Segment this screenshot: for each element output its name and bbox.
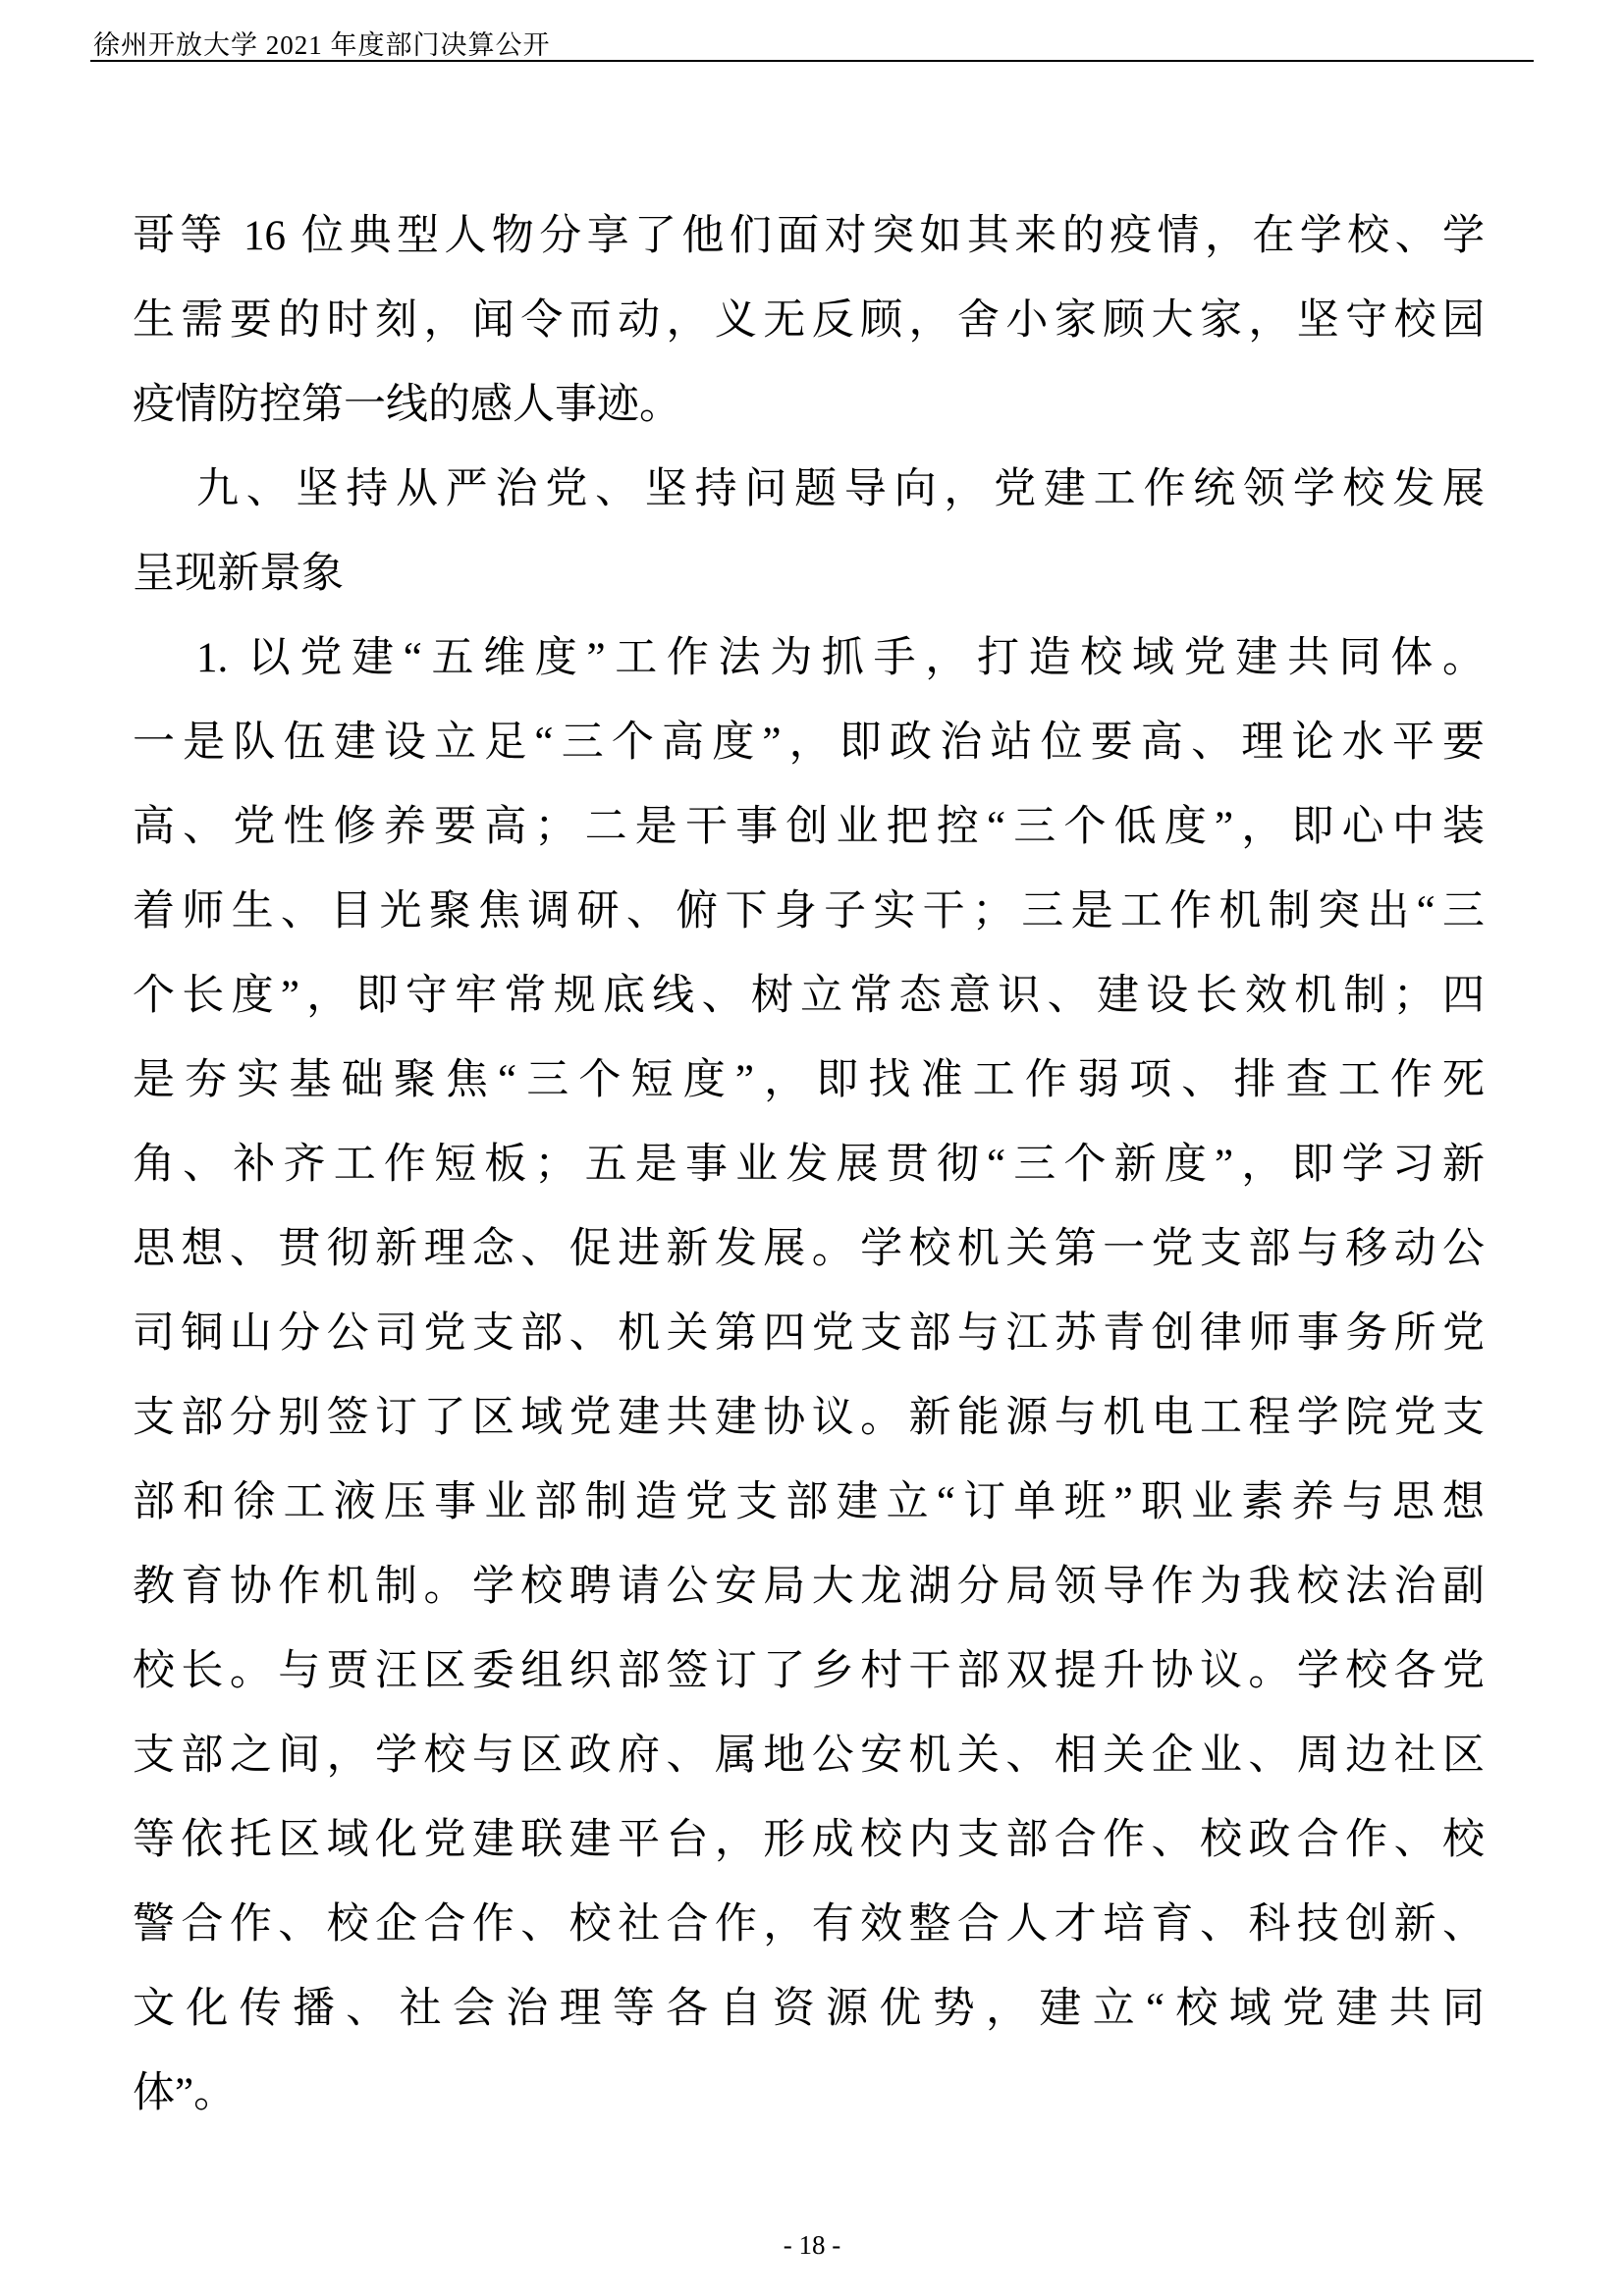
text-line: 着师生、目光聚焦调研、俯下身子实干；三是工作机制突出“三 [133, 888, 1485, 934]
text-line: 高、党性修养要高；二是干事创业把控“三个低度”，即心中装 [133, 804, 1485, 850]
text-line: 部和徐工液压事业部制造党支部建立“订单班”职业素养与思想 [133, 1479, 1485, 1525]
section-heading-line: 九、坚持从严治党、坚持问题导向，党建工作统领学校发展 [196, 466, 1485, 512]
text-line: 司铜山分公司党支部、机关第四党支部与江苏青创律师事务所党 [133, 1310, 1485, 1357]
page-header-title: 徐州开放大学 2021 年度部门决算公开 [93, 30, 551, 60]
text-line: 生需要的时刻，闻令而动，义无反顾，舍小家顾大家，坚守校园 [133, 297, 1485, 344]
text-line: 体”。 [133, 2070, 237, 2116]
text-line: 角、补齐工作短板；五是事业发展贯彻“三个新度”，即学习新 [133, 1142, 1485, 1188]
text-line: 个长度”，即守牢常规底线、树立常态意识、建设长效机制；四 [133, 973, 1485, 1019]
text-line: 支部分别签订了区域党建共建协议。新能源与机电工程学院党支 [133, 1395, 1485, 1441]
text-line: 文化传播、社会治理等各自资源优势，建立“校域党建共同 [133, 1986, 1485, 2032]
header-divider [90, 60, 1534, 62]
text-line: 一是队伍建设立足“三个高度”，即政治站位要高、理论水平要 [133, 720, 1485, 766]
text-line: 1. 以党建“五维度”工作法为抓手，打造校域党建共同体。 [196, 635, 1485, 681]
text-line: 思想、贯彻新理念、促进新发展。学校机关第一党支部与移动公 [133, 1226, 1485, 1272]
text-line: 是夯实基础聚焦“三个短度”，即找准工作弱项、排查工作死 [133, 1057, 1485, 1103]
text-line: 校长。与贾汪区委组织部签订了乡村干部双提升协议。学校各党 [133, 1648, 1485, 1694]
document-body [133, 194, 1485, 2136]
section-heading-line: 呈现新景象 [133, 551, 344, 597]
text-line: 支部之间，学校与区政府、属地公安机关、相关企业、周边社区 [133, 1733, 1485, 1779]
page-number: - 18 - [783, 2230, 841, 2260]
text-line: 教育协作机制。学校聘请公安局大龙湖分局领导作为我校法治副 [133, 1564, 1485, 1610]
text-line: 哥等 16 位典型人物分享了他们面对突如其来的疫情，在学校、学 [133, 213, 1485, 259]
text-line: 警合作、校企合作、校社合作，有效整合人才培育、科技创新、 [133, 1901, 1485, 1948]
text-line: 等依托区域化党建联建平台，形成校内支部合作、校政合作、校 [133, 1817, 1485, 1863]
text-line: 疫情防控第一线的感人事迹。 [133, 382, 681, 428]
